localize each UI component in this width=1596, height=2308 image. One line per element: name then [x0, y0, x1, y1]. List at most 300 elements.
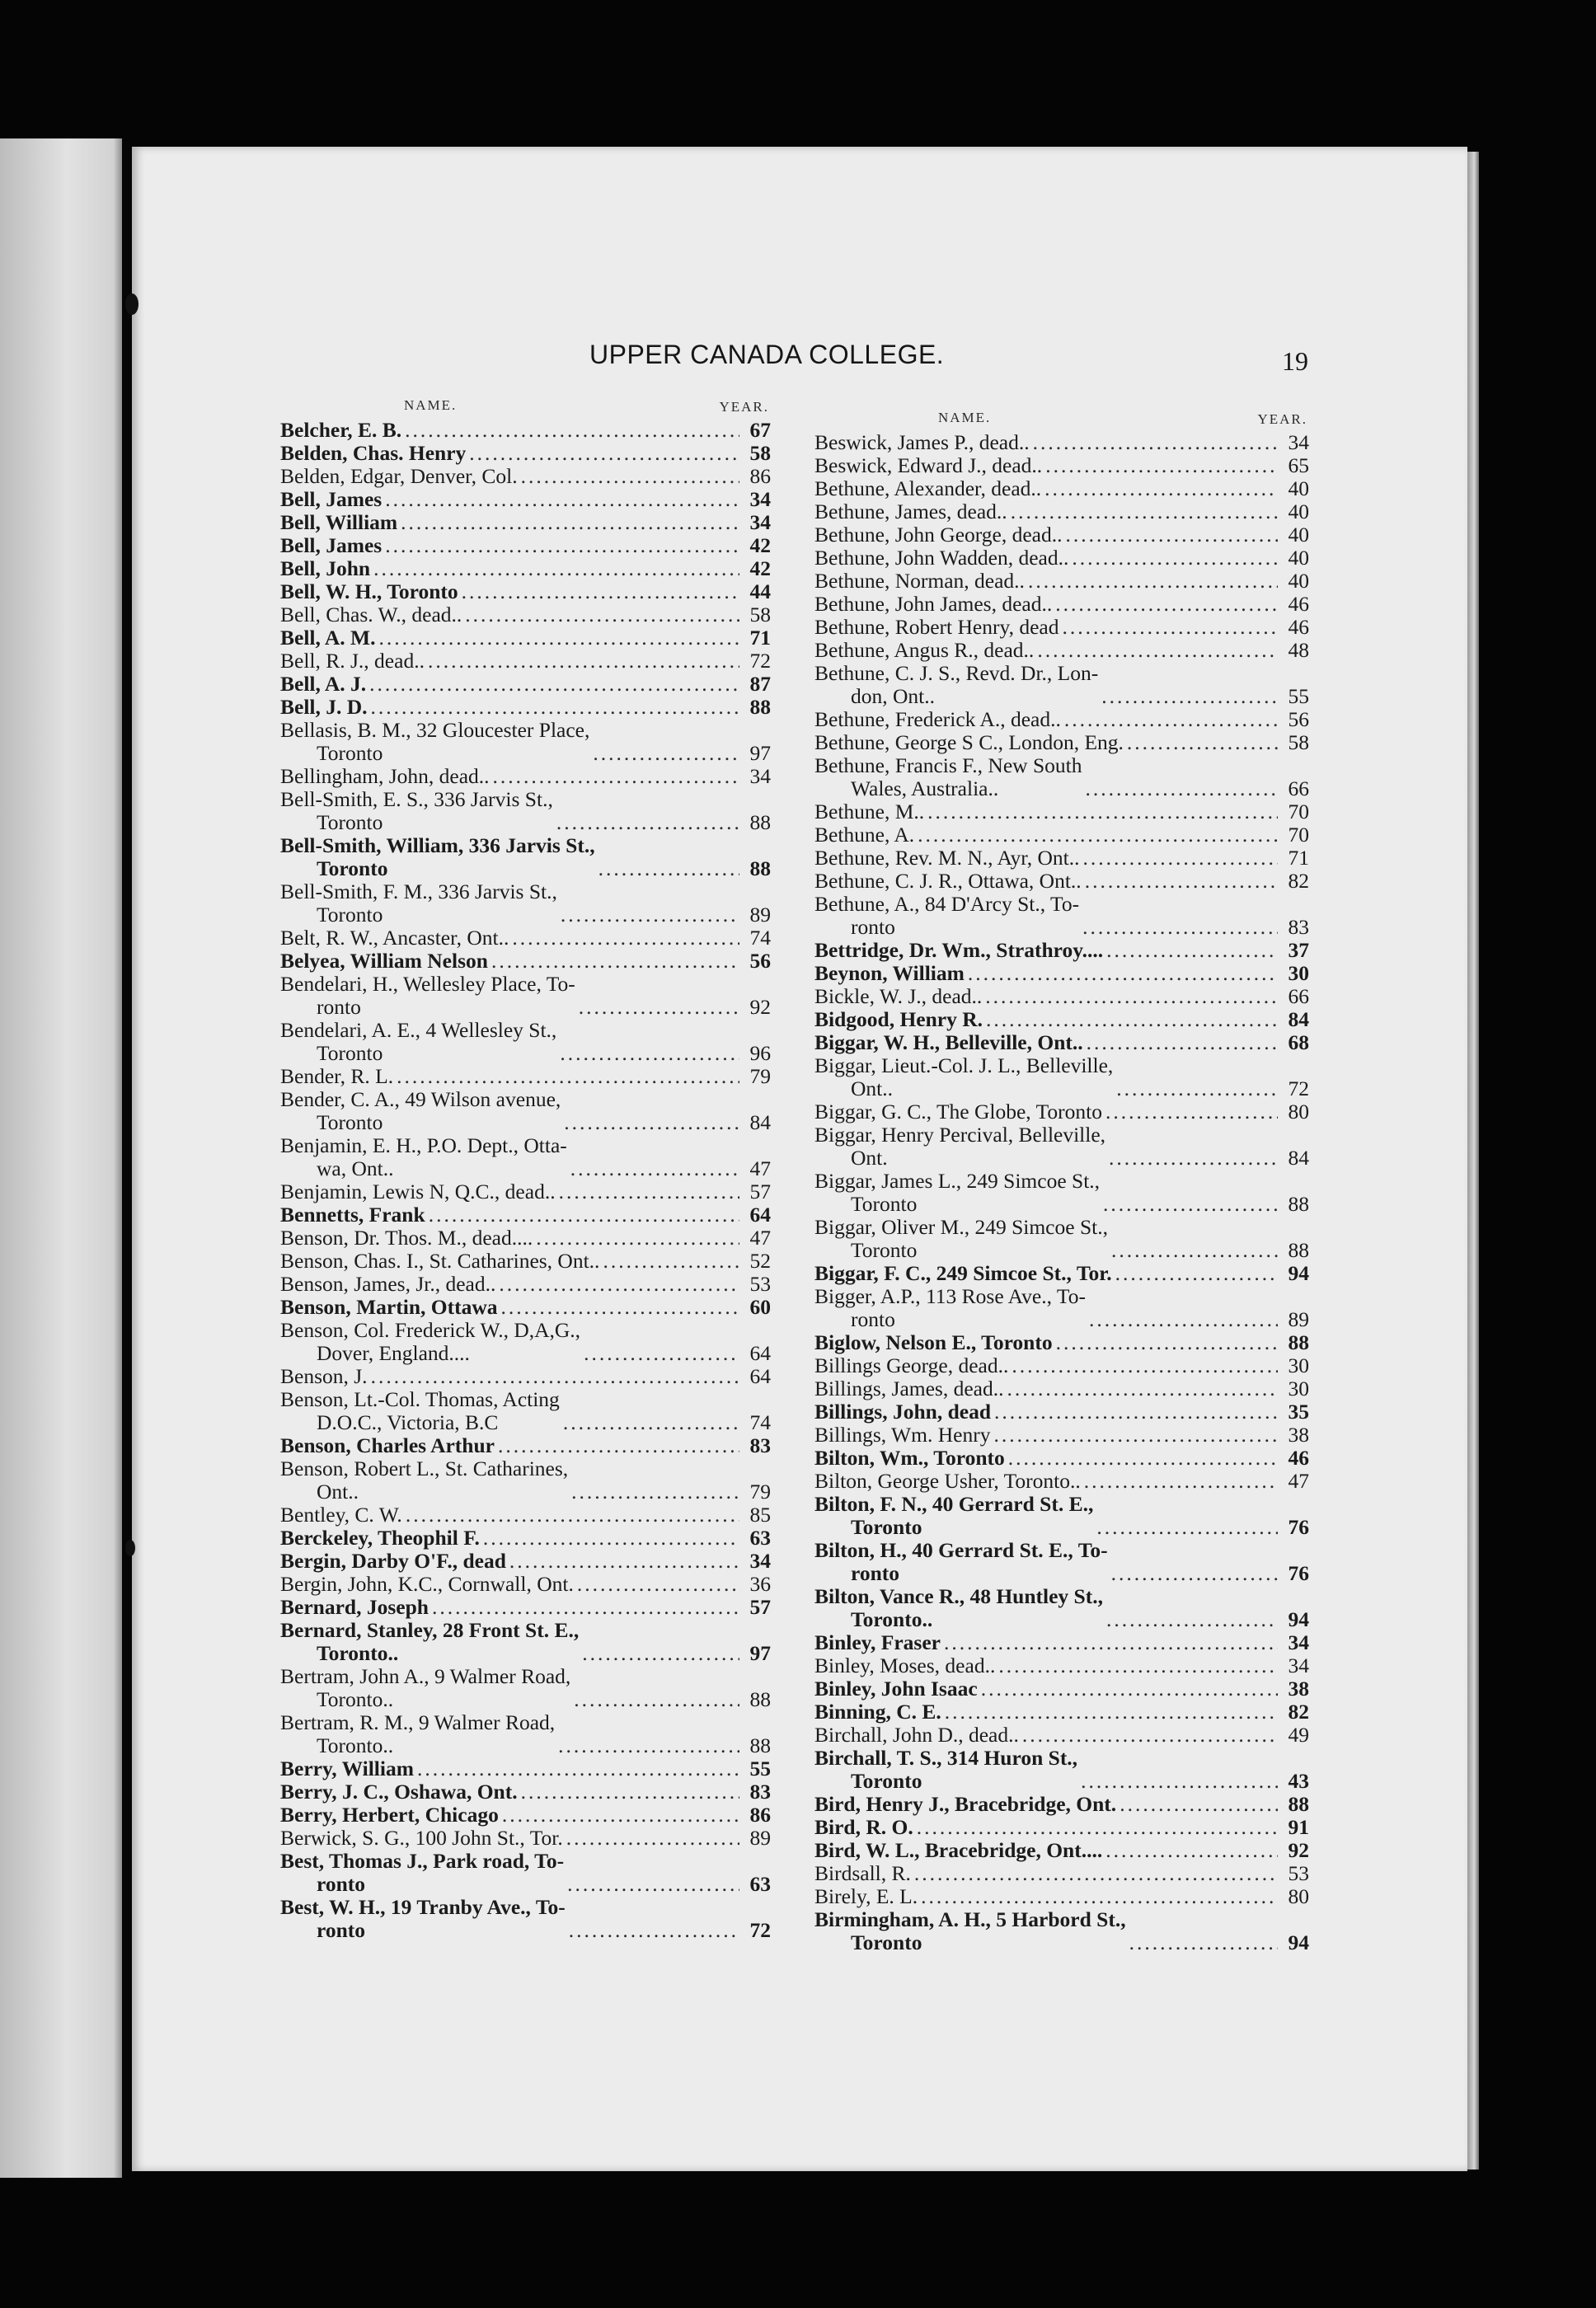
- entry-name-continuation: Dover, England....: [317, 1341, 470, 1365]
- index-entry: [280, 557, 771, 580]
- entry-name-continuation: Ont..: [317, 1480, 359, 1503]
- entry-name: [280, 1457, 568, 1503]
- entry-name: [814, 1170, 1100, 1216]
- entry-year: 63: [749, 1526, 771, 1550]
- index-entry: [814, 639, 1309, 662]
- entry-year: 40: [1288, 500, 1309, 523]
- entry-name: [814, 1285, 1086, 1331]
- index-entry: [814, 1331, 1309, 1354]
- index-entry: [280, 650, 771, 673]
- index-entry: [814, 1354, 1309, 1377]
- entry-name-text: Bethune, John George, dead..: [814, 523, 1063, 547]
- entry-name-text: Bendelari, A. E., 4 Wellesley St.,: [280, 1018, 557, 1042]
- entry-name: [280, 1527, 480, 1550]
- entry-name-text: Bethune, C. J. R., Ottawa, Ont..: [814, 869, 1082, 893]
- index-entry: [280, 696, 771, 719]
- index-entry: [280, 488, 771, 511]
- entry-year: 71: [1288, 846, 1309, 870]
- entry-year: 58: [749, 441, 771, 465]
- dot-leader: [509, 926, 739, 950]
- index-entry: [814, 1470, 1309, 1493]
- dot-leader: [1042, 454, 1278, 477]
- entry-name-text: Bertram, R. M., 9 Walmer Road,: [280, 1710, 556, 1734]
- entry-year: 83: [749, 1780, 771, 1804]
- index-entry: [280, 511, 771, 534]
- dot-leader: [1008, 1354, 1278, 1377]
- entry-year: 97: [749, 741, 771, 765]
- entry-name: [280, 1757, 414, 1780]
- index-entry: [814, 454, 1309, 477]
- entry-name: [814, 1585, 1103, 1631]
- entry-name: [280, 603, 462, 626]
- dot-leader: [1105, 1147, 1278, 1170]
- index-entry: [280, 603, 771, 626]
- dot-leader: [1068, 547, 1278, 570]
- entry-name: [814, 1377, 1003, 1400]
- entry-year: 68: [1288, 1030, 1309, 1054]
- index-entry: [280, 1573, 771, 1596]
- entry-year: 34: [1288, 1630, 1309, 1654]
- entry-name-continuation: Toronto: [851, 1930, 922, 1954]
- entry-year: 65: [1288, 453, 1309, 477]
- index-entry: [280, 465, 771, 488]
- entry-year: 88: [1288, 1192, 1309, 1216]
- dot-leader: [1103, 1608, 1278, 1631]
- dot-leader: [1059, 616, 1278, 639]
- index-entry: [814, 708, 1309, 731]
- entry-name-text: Bendelari, H., Wellesley Place, To-: [280, 972, 575, 996]
- entry-name-text: Beswick, James P., dead..: [814, 430, 1030, 454]
- entry-year: 42: [749, 533, 771, 557]
- entry-name-text: Berry, William: [280, 1757, 414, 1780]
- entry-name-text: Bethune, John James, dead..: [814, 592, 1053, 616]
- entry-name-text: Bilton, George Usher, Toronto..: [814, 1469, 1081, 1493]
- index-entry: [280, 1434, 771, 1457]
- entry-year: 58: [749, 603, 771, 626]
- entry-name-text: Bird, Henry J., Bracebridge, Ont.: [814, 1792, 1117, 1816]
- entry-name: [814, 639, 1034, 662]
- index-entry: [814, 823, 1309, 847]
- index-entry: [814, 1885, 1309, 1908]
- entry-year: 47: [1288, 1469, 1309, 1493]
- dot-leader: [599, 1250, 739, 1273]
- binding-hole: [125, 1540, 135, 1556]
- entry-name-text: Benson, J.: [280, 1364, 368, 1388]
- dot-leader: [1116, 1793, 1278, 1816]
- entry-year: 83: [1288, 915, 1309, 939]
- entry-name-text: Berwick, S. G., 100 John St., Tor.: [280, 1826, 563, 1850]
- index-entry: [280, 1319, 771, 1365]
- dot-leader: [555, 1734, 739, 1757]
- entry-name: [280, 534, 382, 557]
- entry-name: [814, 870, 1082, 893]
- entry-name-text: Belden, Chas. Henry: [280, 441, 467, 465]
- entry-year: 88: [749, 1733, 771, 1757]
- entry-name-text: Bethune, Alexander, dead..: [814, 476, 1042, 500]
- entry-name-text: Binning, C. E.: [814, 1700, 941, 1724]
- entry-year: 53: [1288, 1861, 1309, 1885]
- entry-name-text: Billings George, dead..: [814, 1353, 1009, 1377]
- entry-name-text: Birmingham, A. H., 5 Harbord St.,: [814, 1907, 1126, 1931]
- entry-name-text: Bettridge, Dr. Wm., Strathroy....: [814, 938, 1104, 962]
- entry-name: [280, 1203, 425, 1227]
- index-entry: [814, 1724, 1309, 1747]
- entry-name: [814, 962, 965, 985]
- index-entry: [280, 673, 771, 696]
- entry-name: [280, 1134, 567, 1180]
- entry-name: [280, 1273, 495, 1296]
- dot-leader: [402, 1503, 739, 1527]
- entry-name-text: Benson, Dr. Thos. M., dead....: [280, 1226, 533, 1250]
- index-entry: [280, 973, 771, 1019]
- entry-year: 67: [749, 418, 771, 442]
- index-entry: [814, 1816, 1309, 1839]
- dot-leader: [368, 1365, 739, 1388]
- index-entry: [280, 834, 771, 880]
- entry-name: [280, 1388, 560, 1434]
- entry-name: [814, 823, 914, 847]
- dot-leader: [1053, 1331, 1278, 1354]
- entry-name-text: Biggar, F. C., 249 Simcoe St., Tor.: [814, 1261, 1112, 1285]
- entry-year: 89: [749, 1826, 771, 1850]
- dot-leader: [567, 1157, 739, 1180]
- index-entry: [814, 1908, 1309, 1954]
- entry-name-continuation: Toronto: [317, 1041, 383, 1065]
- year-header: YEAR.: [1257, 411, 1307, 427]
- entry-year: 63: [749, 1872, 771, 1896]
- entry-year: 34: [749, 764, 771, 788]
- entry-year: 84: [749, 1110, 771, 1134]
- index-entry: [280, 880, 771, 926]
- dot-leader: [401, 419, 739, 442]
- entry-year: 36: [749, 1572, 771, 1596]
- entry-year: 47: [749, 1156, 771, 1180]
- entry-year: 49: [1288, 1723, 1309, 1747]
- entry-name-text: Bethune, James, dead..: [814, 500, 1007, 523]
- entry-name-text: Bell, William: [280, 510, 398, 534]
- index-entry: [280, 1457, 771, 1503]
- entry-year: 30: [1288, 1377, 1309, 1400]
- entry-name: [280, 926, 509, 950]
- index-entry: [280, 765, 771, 788]
- entry-name-text: Biggar, Lieut.-Col. J. L., Belleville,: [814, 1053, 1114, 1077]
- entry-year: 42: [749, 556, 771, 580]
- dot-leader: [1082, 777, 1278, 800]
- index-entry: [814, 1054, 1309, 1100]
- entry-name: [280, 673, 366, 696]
- entry-year: 57: [749, 1595, 771, 1619]
- entry-name-text: Bernard, Stanley, 28 Front St. E.,: [280, 1618, 580, 1642]
- entry-name-text: Bell, James: [280, 533, 383, 557]
- dot-leader: [1080, 847, 1278, 870]
- index-entry: [280, 719, 771, 765]
- entry-name: [280, 1227, 533, 1250]
- index-entry: [280, 1503, 771, 1527]
- entry-name-text: Billings, Wm. Henry: [814, 1423, 991, 1447]
- entry-name-text: Biggar, G. C., The Globe, Toronto: [814, 1100, 1102, 1124]
- entry-year: 34: [749, 1549, 771, 1573]
- entry-name-continuation: Toronto: [851, 1192, 918, 1216]
- entry-name-text: Biggar, W. H., Belleville, Ont..: [814, 1030, 1083, 1054]
- entry-year: 88: [749, 810, 771, 834]
- entry-name-text: Billings, John, dead: [814, 1400, 991, 1424]
- entry-name-text: Birely, E. L.: [814, 1884, 918, 1908]
- index-entry: [280, 419, 771, 442]
- index-entry: [814, 1424, 1309, 1447]
- entry-name-continuation: D.O.C., Victoria, B.C: [317, 1410, 499, 1434]
- entry-name-text: Benson, James, Jr., dead..: [280, 1272, 496, 1296]
- dot-leader: [553, 811, 739, 834]
- entry-year: 40: [1288, 523, 1309, 547]
- entry-year: 92: [1288, 1838, 1309, 1862]
- dot-leader: [488, 950, 739, 973]
- entry-name-text: Bethune, Francis F., New South: [814, 753, 1082, 777]
- entry-name: [814, 800, 924, 823]
- entry-year: 72: [749, 1918, 771, 1942]
- dot-leader: [556, 1042, 739, 1065]
- entry-name: [280, 834, 595, 880]
- entry-name-text: Bethune, C. J. S., Revd. Dr., Lon-: [814, 661, 1099, 685]
- dot-leader: [382, 534, 739, 557]
- entry-name: [280, 580, 458, 603]
- index-entry: [280, 1665, 771, 1711]
- entry-name: [814, 1216, 1108, 1262]
- entry-name-text: Bergin, Darby O'F., dead: [280, 1549, 506, 1573]
- entry-name-text: Bethune, M..: [814, 800, 925, 823]
- entry-year: 80: [1288, 1100, 1309, 1124]
- entry-name: [280, 1896, 566, 1942]
- dot-leader: [1086, 1308, 1278, 1331]
- entry-name: [280, 1804, 499, 1827]
- entry-year: 84: [1288, 1146, 1309, 1170]
- entry-name-continuation: Toronto..: [851, 1607, 933, 1631]
- column-header: [814, 410, 1309, 428]
- entry-year: 34: [749, 510, 771, 534]
- entry-name-continuation: Toronto..: [317, 1687, 394, 1711]
- index-entry: [280, 1757, 771, 1780]
- entry-name: [814, 708, 1061, 731]
- entry-year: 89: [1288, 1307, 1309, 1331]
- entry-name-text: Billings, James, dead..: [814, 1377, 1004, 1400]
- index-entry: [814, 1100, 1309, 1124]
- entry-name-text: Belden, Edgar, Denver, Col.: [280, 464, 518, 488]
- entry-name: [814, 662, 1098, 708]
- entry-year: 76: [1288, 1561, 1309, 1585]
- entry-name: [814, 547, 1068, 570]
- index-entry: [280, 1550, 771, 1573]
- dot-leader: [1124, 731, 1278, 754]
- dot-leader: [1102, 1100, 1278, 1124]
- entry-year: 84: [1288, 1007, 1309, 1031]
- entry-year: 48: [1288, 638, 1309, 662]
- index-entry: [280, 442, 771, 465]
- index-entry: [814, 1216, 1309, 1262]
- index-entry: [280, 1134, 771, 1180]
- index-entry: [814, 893, 1309, 939]
- entry-name-text: Bilton, Vance R., 48 Huntley St.,: [814, 1584, 1103, 1608]
- entry-name-text: Biglow, Nelson E., Toronto: [814, 1330, 1053, 1354]
- entry-name-text: Bell, R. J., dead..: [280, 649, 425, 673]
- entry-name-text: Bell-Smith, F. M., 336 Jarvis St.,: [280, 880, 557, 903]
- dot-leader: [965, 962, 1278, 985]
- page-number: 19: [1282, 346, 1308, 376]
- entry-name-text: Bilton, F. N., 40 Gerrard St. E.,: [814, 1492, 1094, 1516]
- dot-leader: [382, 488, 739, 511]
- dot-leader: [368, 696, 739, 719]
- entry-year: 30: [1288, 1353, 1309, 1377]
- dot-leader: [563, 1827, 739, 1850]
- entry-name: [280, 788, 553, 834]
- dot-leader: [1126, 1931, 1278, 1954]
- entry-name-text: Biggar, Oliver M., 249 Simcoe St.,: [814, 1215, 1108, 1239]
- entry-name: [280, 465, 518, 488]
- entry-year: 37: [1288, 938, 1309, 962]
- entry-list: [814, 431, 1309, 1954]
- dot-leader: [1112, 1262, 1278, 1285]
- entry-name: [814, 1793, 1116, 1816]
- entry-name: [814, 523, 1063, 547]
- entry-year: 60: [749, 1295, 771, 1319]
- entry-name: [280, 1319, 580, 1365]
- entry-name: [280, 1180, 556, 1203]
- dot-leader: [533, 1227, 739, 1250]
- entry-name-text: Birdsall, R.: [814, 1861, 911, 1885]
- entry-name-text: Bird, W. L., Bracebridge, Ont....: [814, 1838, 1103, 1862]
- dot-leader: [990, 1424, 1278, 1447]
- index-entry: [280, 1365, 771, 1388]
- entry-name-continuation: Toronto: [851, 1238, 918, 1262]
- entry-name-text: Bethune, John Wadden, dead..: [814, 546, 1069, 570]
- dot-leader: [580, 1342, 739, 1365]
- entry-year: 30: [1288, 961, 1309, 985]
- index-entry: [280, 788, 771, 834]
- dot-leader: [429, 1596, 739, 1619]
- dot-leader: [370, 557, 739, 580]
- index-entry: [280, 626, 771, 650]
- entry-name: [814, 1354, 1008, 1377]
- entry-name-text: Benson, Martin, Ottawa: [280, 1295, 498, 1319]
- index-entry: [280, 1388, 771, 1434]
- entry-name-text: Bilton, Wm., Toronto: [814, 1446, 1005, 1470]
- entry-name: [814, 1539, 1108, 1585]
- entry-name: [280, 650, 425, 673]
- entry-year: 43: [1288, 1769, 1309, 1793]
- dot-leader: [1030, 431, 1278, 454]
- entry-name: [814, 731, 1124, 754]
- entry-year: 88: [749, 856, 771, 880]
- dot-leader: [1052, 593, 1278, 616]
- dot-leader: [458, 580, 739, 603]
- dot-leader: [1079, 916, 1278, 939]
- entry-year: 38: [1288, 1423, 1309, 1447]
- entry-name-text: Binley, John Isaac: [814, 1677, 978, 1701]
- dot-leader: [575, 996, 739, 1019]
- entry-year: 91: [1288, 1815, 1309, 1839]
- dot-leader: [1103, 939, 1278, 962]
- dot-leader: [924, 800, 1278, 823]
- index-entry: [814, 1447, 1309, 1470]
- entry-name: [814, 1331, 1053, 1354]
- entry-name: [280, 765, 490, 788]
- entry-year: 86: [749, 1803, 771, 1827]
- index-entry: [814, 1124, 1309, 1170]
- entry-name: [280, 1596, 429, 1619]
- entry-name-text: Bilton, H., 40 Gerrard St. E., To-: [814, 1538, 1108, 1562]
- entry-year: 74: [749, 926, 771, 950]
- dot-leader: [560, 1411, 739, 1434]
- index-column-left: [280, 397, 771, 1942]
- entry-name-continuation: ronto: [317, 995, 361, 1019]
- entry-name: [280, 1827, 563, 1850]
- index-entry: [814, 1400, 1309, 1424]
- entry-year: 82: [1288, 869, 1309, 893]
- entry-year: 79: [749, 1064, 771, 1088]
- dot-leader: [995, 1654, 1278, 1677]
- dot-leader: [574, 1573, 739, 1596]
- binding-hole: [125, 293, 138, 315]
- entry-name-text: Bell, Chas. W., dead..: [280, 603, 462, 626]
- entry-name-text: Bender, C. A., 49 Wilson avenue,: [280, 1087, 561, 1111]
- dot-leader: [425, 650, 739, 673]
- index-entry: [280, 534, 771, 557]
- index-entry: [814, 1862, 1309, 1885]
- entry-year: 34: [1288, 430, 1309, 454]
- dot-leader: [557, 903, 739, 926]
- dot-leader: [1093, 1516, 1278, 1539]
- index-entry: [814, 1377, 1309, 1400]
- entry-year: 40: [1288, 476, 1309, 500]
- dot-leader: [1003, 1377, 1278, 1400]
- entry-year: 56: [749, 949, 771, 973]
- dot-leader: [1102, 1839, 1278, 1862]
- entry-name: [814, 1447, 1005, 1470]
- entry-year: 64: [749, 1203, 771, 1227]
- index-entry: [280, 1180, 771, 1203]
- entry-year: 79: [749, 1480, 771, 1503]
- entry-name: [280, 557, 370, 580]
- dot-leader: [982, 985, 1278, 1008]
- entry-name: [814, 1031, 1083, 1054]
- dot-leader: [425, 1203, 739, 1227]
- entry-name-text: Berckeley, Theophil F.: [280, 1526, 480, 1550]
- entry-name-text: Bethune, Angus R., dead..: [814, 638, 1035, 662]
- entry-name-text: Bethune, Norman, dead..: [814, 569, 1025, 593]
- index-entry: [280, 1065, 771, 1088]
- entry-year: 82: [1288, 1700, 1309, 1724]
- dot-leader: [466, 442, 739, 465]
- running-head: UPPER CANADA COLLEGE.: [589, 340, 945, 369]
- index-entry: [814, 754, 1309, 800]
- entry-name-continuation: ronto: [317, 1872, 366, 1896]
- entry-name: [280, 419, 401, 442]
- index-entry: [814, 593, 1309, 616]
- index-entry: [814, 962, 1309, 985]
- entry-year: 72: [1288, 1077, 1309, 1100]
- entry-name: [814, 893, 1079, 939]
- dot-leader: [556, 1180, 739, 1203]
- entry-name: [280, 719, 589, 765]
- entry-year: 46: [1288, 1446, 1309, 1470]
- entry-name-continuation: Toronto: [851, 1769, 922, 1793]
- index-entry: [280, 1203, 771, 1227]
- dot-leader: [462, 603, 739, 626]
- index-entry: [814, 1285, 1309, 1331]
- index-entry: [814, 1008, 1309, 1031]
- dot-leader: [499, 1804, 739, 1827]
- entry-year: 64: [749, 1341, 771, 1365]
- index-entry: [814, 1701, 1309, 1724]
- page-edge: [1467, 152, 1479, 2170]
